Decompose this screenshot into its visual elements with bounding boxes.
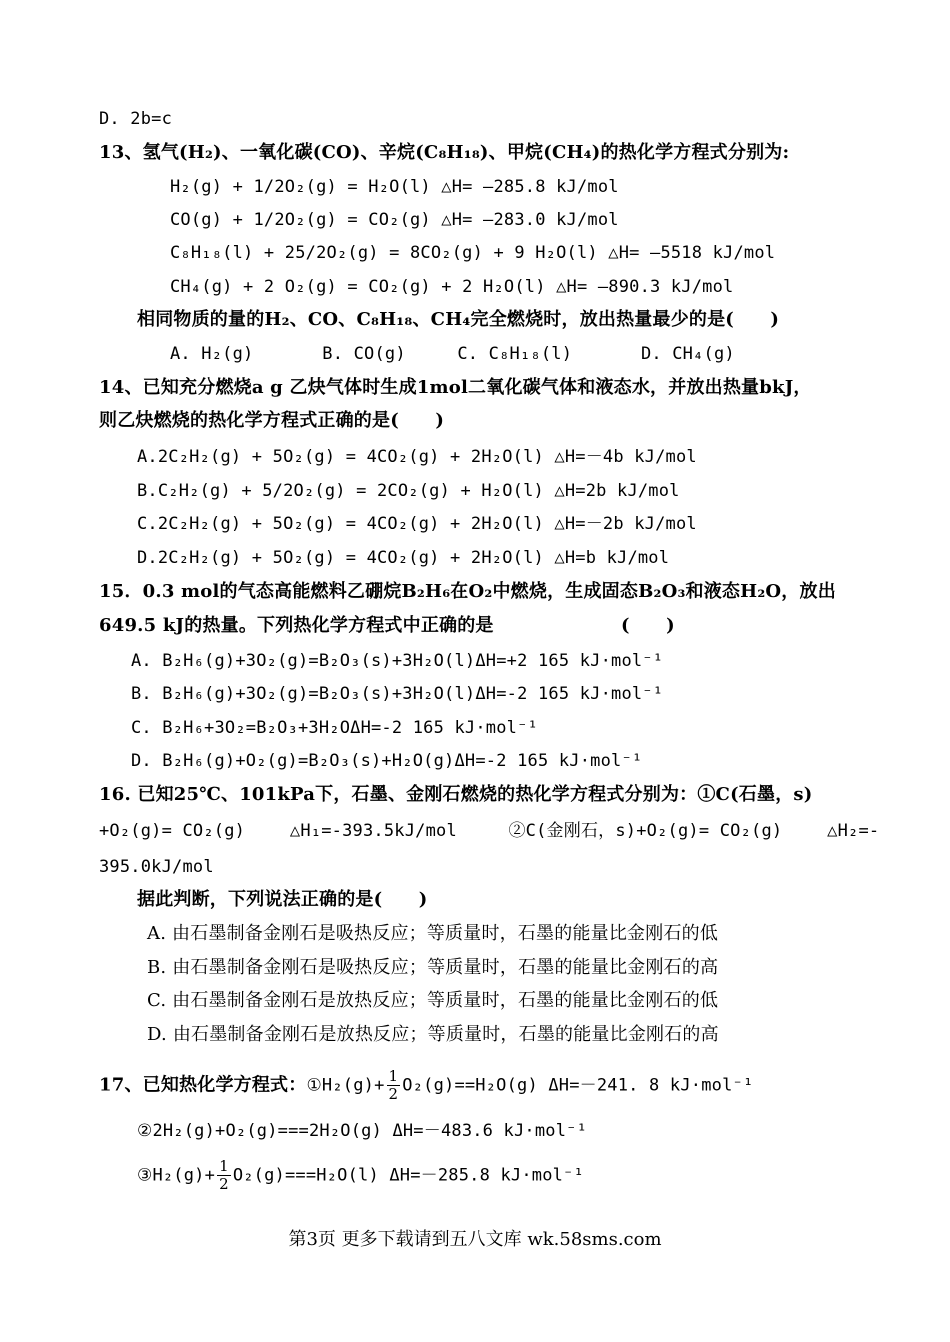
q14-option-b: B.C₂H₂(g) + 5/2O₂(g) = 2CO₂(g) + H₂O(l) △H=2b kJ/mol [137, 481, 680, 501]
q15-stem-line-1: 15．0.3 mol的气态高能燃料乙硼烷B₂H₆在O₂中燃烧，生成固态B₂O₃和液态H₂O，放出 [99, 581, 836, 602]
q16-option-c: C. 由石墨制备金刚石是放热反应；等质量时，石墨的能量比金刚石的低 [147, 990, 719, 1011]
q13-options: A. H₂(g) B. CO(g) C. C₈H₁₈(l) D. CH₄(g) [170, 344, 735, 364]
q17-line-3 [137, 1158, 584, 1193]
q17-eq2: ②2H₂(g)+O₂(g)===2H₂O(g) ΔH=－483.6 kJ·mol⁻¹ [137, 1121, 588, 1141]
q13-equation-3: C₈H₁₈(l) + 25/2O₂(g) = 8CO₂(g) + 9 H₂O(l) △H= —5518 kJ/mol [170, 243, 776, 263]
q13-stem: 13、氢气(H₂)、一氧化碳(CO)、辛烷(C₈H₁₈)、甲烷(CH₄)的热化学方程式分别为: [99, 142, 790, 163]
fraction-numerator: 1 [388, 1067, 399, 1085]
q16-stem-line-2: +O₂(g)= CO₂(g) △H₁=-393.5kJ/mol ②C(金刚石，s)+O₂(g)= CO₂(g) △H₂=- [99, 821, 880, 841]
q16-stem-line-1: 16. 已知25℃、101kPa下，石墨、金刚石燃烧的热化学方程式分别为：①C(石墨，s) [99, 784, 813, 805]
q13-equation-1: H₂(g) + 1/2O₂(g) = H₂O(l) △H= —285.8 kJ/mol [170, 177, 619, 197]
q15-option-a: A. B₂H₆(g)+3O₂(g)=B₂O₃(s)+3H₂O(l)ΔH=+2 165 kJ·mol⁻¹ [131, 651, 664, 671]
q13-question: 相同物质的量的H₂、CO、C₈H₁₈、CH₄完全燃烧时，放出热量最少的是( ) [137, 309, 780, 330]
q15-option-b: B. B₂H₆(g)+3O₂(g)=B₂O₃(s)+3H₂O(l)ΔH=-2 165 kJ·mol⁻¹ [131, 684, 664, 704]
q16-question: 据此判断，下列说法正确的是( ) [137, 889, 428, 910]
q17-intro: 17、已知热化学方程式： [99, 1074, 307, 1096]
one-half-fraction [387, 1068, 401, 1103]
fraction-denominator: 2 [219, 1175, 229, 1193]
q13-equation-2: CO(g) + 1/2O₂(g) = CO₂(g) △H= —283.0 kJ/mol [170, 210, 619, 230]
q16-option-a: A. 由石墨制备金刚石是吸热反应；等质量时，石墨的能量比金刚石的低 [147, 923, 719, 944]
q15-option-d: D. B₂H₆(g)+O₂(g)=B₂O₃(s)+H₂O(g)ΔH=-2 165 kJ·mol⁻¹ [131, 751, 643, 771]
q14-stem-line-2: 则乙炔燃烧的热化学方程式正确的是( ) [99, 410, 445, 431]
q17-eq1-post: O₂(g)==H₂O(g) ΔH=－241. 8 kJ·mol⁻¹ [402, 1075, 754, 1096]
q14-option-a: A.2C₂H₂(g) + 5O₂(g) = 4CO₂(g) + 2H₂O(l) △H=－4b kJ/mol [137, 447, 697, 467]
q15-stem-line-2: 649.5 kJ的热量。下列热化学方程式中正确的是 ( ) [99, 615, 675, 636]
q16-option-d: D. 由石墨制备金刚石是放热反应；等质量时，石墨的能量比金刚石的高 [147, 1024, 719, 1045]
q12-option-d: D. 2b=c [99, 109, 173, 129]
q16-option-b: B. 由石墨制备金刚石是吸热反应；等质量时，石墨的能量比金刚石的高 [147, 957, 719, 978]
q17-eq3-pre: ③H₂(g)+ [137, 1165, 216, 1186]
page-footer: 第3页 更多下载请到五八文库 wk.58sms.com [288, 1229, 662, 1250]
q16-stem-line-3: 395.0kJ/mol [99, 857, 214, 877]
q13-equation-4: CH₄(g) + 2 O₂(g) = CO₂(g) + 2 H₂O(l) △H= —890.3 kJ/mol [170, 277, 734, 297]
fraction-numerator: 1 [219, 1157, 229, 1175]
one-half-fraction [217, 1158, 231, 1193]
q17-eq1-pre: ①H₂(g)+ [306, 1075, 385, 1096]
q14-option-c: C.2C₂H₂(g) + 5O₂(g) = 4CO₂(g) + 2H₂O(l) △H=－2b kJ/mol [137, 514, 697, 534]
fraction-denominator: 2 [388, 1085, 399, 1103]
q15-option-c: C. B₂H₆+3O₂=B₂O₃+3H₂OΔH=-2 165 kJ·mol⁻¹ [131, 718, 538, 738]
q14-option-d: D.2C₂H₂(g) + 5O₂(g) = 4CO₂(g) + 2H₂O(l) △H=b kJ/mol [137, 548, 670, 568]
q14-stem-line-1: 14、已知充分燃烧a g 乙炔气体时生成1mol二氧化碳气体和液态水，并放出热量bkJ， [99, 377, 812, 398]
q17-eq3-post: O₂(g)===H₂O(l) ΔH=－285.8 kJ·mol⁻¹ [232, 1165, 584, 1186]
q17-line-1 [99, 1068, 753, 1103]
